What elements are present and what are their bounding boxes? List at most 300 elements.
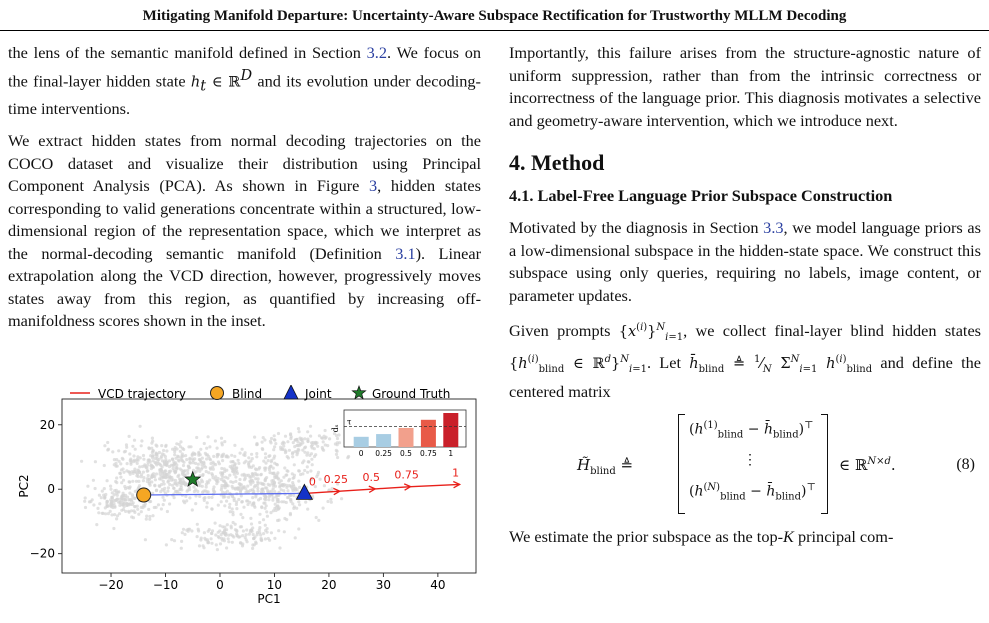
- scatter-point: [231, 495, 234, 498]
- scatter-point: [125, 446, 128, 449]
- scatter-point: [239, 489, 242, 492]
- scatter-point: [306, 451, 309, 454]
- scatter-point: [185, 458, 188, 461]
- scatter-point: [283, 466, 286, 469]
- scatter-point: [231, 511, 234, 514]
- scatter-point: [91, 498, 94, 501]
- scatter-point: [207, 435, 210, 438]
- scatter-point: [263, 502, 266, 505]
- scatter-point: [112, 502, 115, 505]
- scatter-point: [160, 507, 163, 510]
- scatter-point: [203, 531, 206, 534]
- scatter-point: [214, 522, 217, 525]
- scatter-point: [234, 480, 237, 483]
- scatter-point: [201, 485, 204, 488]
- scatter-point: [153, 484, 156, 487]
- scatter-point: [128, 492, 131, 495]
- scatter-point: [142, 458, 145, 461]
- scatter-point: [293, 463, 296, 466]
- scatter-point: [268, 454, 271, 457]
- scatter-point: [174, 471, 177, 474]
- scatter-point: [121, 494, 124, 497]
- scatter-point: [270, 490, 273, 493]
- scatter-point: [162, 449, 165, 452]
- inset-bar: [399, 428, 414, 447]
- scatter-point: [189, 445, 192, 448]
- scatter-point: [252, 475, 255, 478]
- scatter-point: [174, 479, 177, 482]
- scatter-point: [276, 463, 279, 466]
- x-tick-label: 0: [216, 578, 224, 592]
- scatter-point: [251, 488, 254, 491]
- scatter-point: [256, 443, 259, 446]
- scatter-point: [155, 452, 158, 455]
- scatter-point: [201, 457, 204, 460]
- scatter-point: [273, 445, 276, 448]
- scatter-point: [220, 467, 223, 470]
- scatter-point: [236, 472, 239, 475]
- equation-8: [509, 414, 981, 518]
- scatter-point: [207, 530, 210, 533]
- scatter-point: [123, 485, 126, 488]
- scatter-point: [143, 505, 146, 508]
- scatter-point: [165, 543, 168, 546]
- scatter-point: [252, 464, 255, 467]
- equation-lhs: $H̃_{blind}$ ≜: [577, 455, 634, 477]
- scatter-point: [177, 455, 180, 458]
- scatter-point: [198, 495, 201, 498]
- scatter-point: [169, 476, 172, 479]
- scatter-point: [144, 538, 147, 541]
- scatter-point: [101, 490, 104, 493]
- scatter-point: [221, 473, 224, 476]
- scatter-point: [282, 500, 285, 503]
- scatter-point: [155, 445, 158, 448]
- scatter-point: [340, 497, 343, 500]
- math-prompts: $\{x^{(i)}\}^N_{i=1}$: [618, 322, 684, 343]
- pca-figure: [14, 385, 484, 605]
- scatter-point: [83, 500, 86, 503]
- scatter-point: [264, 462, 267, 465]
- scatter-point: [151, 437, 154, 440]
- scatter-point: [269, 441, 272, 444]
- scatter-point: [221, 491, 224, 494]
- scatter-point: [272, 448, 275, 451]
- scatter-point: [270, 437, 273, 440]
- scatter-point: [129, 463, 132, 466]
- scatter-point: [172, 487, 175, 490]
- scatter-point: [181, 531, 184, 534]
- scatter-point: [138, 465, 141, 468]
- equation-number: (8): [956, 455, 975, 473]
- scatter-point: [177, 474, 180, 477]
- scatter-point: [155, 489, 158, 492]
- scatter-point: [313, 441, 316, 444]
- scatter-point: [258, 528, 261, 531]
- scatter-point: [310, 452, 313, 455]
- scatter-point: [273, 490, 276, 493]
- scatter-point: [196, 535, 199, 538]
- x-tick-label: 20: [321, 578, 337, 592]
- scatter-point: [244, 491, 247, 494]
- figure-ref-link[interactable]: 3: [369, 176, 378, 196]
- scatter-point: [266, 515, 269, 518]
- scatter-point: [147, 474, 150, 477]
- scatter-point: [180, 486, 183, 489]
- scatter-point: [273, 481, 276, 484]
- scatter-point: [113, 458, 116, 461]
- scatter-point: [210, 537, 213, 540]
- scatter-point: [337, 433, 340, 436]
- scatter-point: [111, 450, 114, 453]
- scatter-point: [132, 516, 135, 519]
- scatter-point: [126, 496, 129, 499]
- scatter-point: [225, 455, 228, 458]
- inset-x-tick-label: 0.5: [400, 449, 412, 458]
- scatter-point: [317, 519, 320, 522]
- scatter-point: [291, 455, 294, 458]
- scatter-point: [231, 507, 234, 510]
- scatter-point: [251, 526, 254, 529]
- scatter-point: [130, 459, 133, 462]
- scatter-point: [251, 496, 254, 499]
- scatter-point: [210, 532, 213, 535]
- scatter-point: [270, 459, 273, 462]
- section-heading: 4. Method: [509, 150, 605, 175]
- scatter-point: [298, 503, 301, 506]
- scatter-point: [218, 536, 221, 539]
- scatter-point: [203, 442, 206, 445]
- scatter-point: [250, 453, 253, 456]
- scatter-point: [249, 517, 252, 520]
- scatter-point: [254, 484, 257, 487]
- scatter-point: [261, 441, 264, 444]
- scatter-point: [273, 537, 276, 540]
- scatter-point: [326, 444, 329, 447]
- scatter-point: [245, 499, 248, 502]
- vcd-trajectory-segment: [375, 487, 410, 489]
- scatter-point: [205, 447, 208, 450]
- inset-x-tick-label: 0.25: [375, 449, 392, 458]
- right-paragraph-2: Motivated by the diagnosis in Section 3.3, we model language priors as a low-dimensional subspace in the hidden-state space. We construct this subspace using only queries, requiring no labels, image content, or parameter updates.: [509, 218, 981, 305]
- scatter-point: [256, 490, 259, 493]
- scatter-point: [233, 455, 236, 458]
- scatter-point: [329, 498, 332, 501]
- y-tick-label: −20: [29, 546, 55, 561]
- scatter-point: [229, 533, 232, 536]
- scatter-point: [260, 506, 263, 509]
- section-ref-link[interactable]: 3.3: [763, 218, 784, 237]
- scatter-point: [218, 462, 221, 465]
- scatter-point: [202, 473, 205, 476]
- scatter-point: [271, 472, 274, 475]
- scatter-point: [324, 429, 327, 432]
- scatter-point: [163, 482, 166, 485]
- scatter-point: [328, 437, 331, 440]
- scatter-point: [248, 501, 251, 504]
- scatter-point: [277, 432, 280, 435]
- scatter-point: [205, 457, 208, 460]
- scatter-point: [346, 456, 349, 459]
- scatter-point: [98, 502, 101, 505]
- definition-ref-link[interactable]: 3.1: [395, 243, 416, 263]
- scatter-point: [210, 507, 213, 510]
- scatter-point: [270, 531, 273, 534]
- scatter-point: [317, 471, 320, 474]
- scatter-point: [283, 448, 286, 451]
- scatter-point: [316, 445, 319, 448]
- scatter-point: [230, 525, 233, 528]
- scatter-point: [212, 462, 215, 465]
- scatter-point: [227, 537, 230, 540]
- scatter-point: [106, 448, 109, 451]
- scatter-point: [118, 460, 121, 463]
- scatter-point: [227, 496, 230, 499]
- trajectory-step-label: 0.5: [362, 470, 380, 484]
- scatter-point: [149, 500, 152, 503]
- scatter-point: [180, 455, 183, 458]
- scatter-point: [237, 498, 240, 501]
- scatter-point: [336, 443, 339, 446]
- scatter-point: [106, 441, 109, 444]
- scatter-point: [173, 453, 176, 456]
- scatter-point: [261, 483, 264, 486]
- scatter-point: [190, 529, 193, 532]
- scatter-point: [306, 471, 309, 474]
- scatter-point: [277, 529, 280, 532]
- scatter-point: [208, 479, 211, 482]
- scatter-point: [273, 455, 276, 458]
- scatter-point: [212, 455, 215, 458]
- scatter-point: [204, 466, 207, 469]
- scatter-point: [142, 479, 145, 482]
- scatter-point: [115, 476, 118, 479]
- scatter-point: [275, 473, 278, 476]
- scatter-point: [288, 484, 291, 487]
- scatter-point: [216, 548, 219, 551]
- scatter-point: [267, 459, 270, 462]
- scatter-point: [276, 519, 279, 522]
- scatter-point: [148, 515, 151, 518]
- scatter-point: [271, 499, 274, 502]
- inset-x-tick-label: 0.75: [420, 449, 437, 458]
- scatter-point: [136, 462, 139, 465]
- scatter-point: [112, 527, 115, 530]
- scatter-point: [140, 510, 143, 513]
- scatter-point: [273, 476, 276, 479]
- scatter-point: [273, 434, 276, 437]
- matrix-row-n: ($h^{(N)}_{blind}$ − $h̄_{blind})^⊤$: [689, 481, 816, 503]
- scatter-point: [161, 452, 164, 455]
- scatter-point: [309, 469, 312, 472]
- scatter-point: [183, 533, 186, 536]
- scatter-point: [288, 449, 291, 452]
- scatter-point: [304, 446, 307, 449]
- inset-bar: [376, 434, 391, 447]
- scatter-point: [221, 525, 224, 528]
- scatter-point: [194, 488, 197, 491]
- scatter-point: [248, 466, 251, 469]
- scatter-point: [216, 447, 219, 450]
- scatter-point: [142, 476, 145, 479]
- inset-tau-label: τ: [347, 417, 352, 427]
- x-tick-label: −20: [98, 578, 124, 592]
- scatter-point: [322, 440, 325, 443]
- inset-y-label: dₛ: [331, 424, 340, 433]
- scatter-point: [236, 534, 239, 537]
- scatter-point: [111, 497, 114, 500]
- scatter-point: [306, 430, 309, 433]
- section-ref-link[interactable]: 3.2: [366, 43, 388, 62]
- y-tick-label: 0: [47, 482, 55, 497]
- scatter-point: [319, 478, 322, 481]
- scatter-point: [168, 470, 171, 473]
- scatter-point: [157, 503, 160, 506]
- scatter-point: [266, 531, 269, 534]
- scatter-point: [236, 486, 239, 489]
- scatter-point: [264, 456, 267, 459]
- scatter-point: [164, 476, 167, 479]
- inset-x-tick-label: 0: [358, 449, 364, 458]
- scatter-point: [132, 501, 135, 504]
- scatter-point: [195, 436, 198, 439]
- scatter-point: [128, 487, 131, 490]
- scatter-point: [128, 452, 131, 455]
- scatter-point: [250, 522, 253, 525]
- scatter-point: [239, 513, 242, 516]
- scatter-point: [121, 467, 124, 470]
- scatter-point: [106, 479, 109, 482]
- scatter-point: [264, 524, 267, 527]
- x-tick-label: 40: [430, 578, 446, 592]
- scatter-point: [167, 486, 170, 489]
- scatter-point: [286, 470, 289, 473]
- scatter-point: [163, 461, 166, 464]
- scatter-point: [202, 497, 205, 500]
- scatter-point: [237, 462, 240, 465]
- scatter-point: [264, 452, 267, 455]
- x-axis-label: PC1: [257, 592, 281, 605]
- scatter-point: [241, 516, 244, 519]
- vcd-trajectory-segment: [340, 489, 375, 491]
- legend-ground-truth-label: Ground Truth: [372, 387, 451, 401]
- scatter-point: [166, 510, 169, 513]
- blind-marker: [137, 488, 151, 502]
- scatter-point: [215, 479, 218, 482]
- scatter-point: [285, 473, 288, 476]
- scatter-point: [303, 437, 306, 440]
- scatter-point: [212, 490, 215, 493]
- scatter-point: [155, 472, 158, 475]
- scatter-point: [94, 460, 97, 463]
- scatter-point: [293, 505, 296, 508]
- scatter-point: [188, 461, 191, 464]
- scatter-point: [255, 468, 258, 471]
- scatter-point: [151, 456, 154, 459]
- scatter-point: [124, 510, 127, 513]
- scatter-point: [121, 458, 124, 461]
- scatter-point: [210, 496, 213, 499]
- scatter-point: [205, 483, 208, 486]
- scatter-point: [200, 537, 203, 540]
- scatter-point: [255, 452, 258, 455]
- scatter-point: [117, 501, 120, 504]
- scatter-point: [336, 456, 339, 459]
- scatter-point: [170, 479, 173, 482]
- scatter-point: [96, 507, 99, 510]
- scatter-point: [214, 533, 217, 536]
- scatter-point: [289, 498, 292, 501]
- scatter-point: [325, 436, 328, 439]
- legend-blind-label: Blind: [232, 387, 263, 401]
- scatter-point: [220, 533, 223, 536]
- scatter-point: [289, 433, 292, 436]
- scatter-point: [247, 474, 250, 477]
- scatter-point: [258, 513, 261, 516]
- scatter-point: [297, 500, 300, 503]
- scatter-point: [182, 464, 185, 467]
- scatter-point: [322, 449, 325, 452]
- vcd-trajectory-segment: [304, 491, 339, 493]
- scatter-point: [267, 498, 270, 501]
- scatter-point: [208, 445, 211, 448]
- scatter-point: [260, 538, 263, 541]
- scatter-point: [125, 502, 128, 505]
- scatter-point: [301, 472, 304, 475]
- y-tick-label: 20: [39, 417, 55, 432]
- scatter-point: [168, 502, 171, 505]
- scatter-point: [293, 487, 296, 490]
- scatter-point: [180, 547, 183, 550]
- scatter-point: [209, 458, 212, 461]
- scatter-point: [246, 485, 249, 488]
- scatter-point: [154, 462, 157, 465]
- scatter-point: [133, 439, 136, 442]
- scatter-point: [145, 467, 148, 470]
- scatter-point: [240, 525, 243, 528]
- scatter-point: [297, 449, 300, 452]
- left-paragraph-2: We extract hidden states from normal decoding trajectories on the COCO dataset and visualize their distribution using Principal Component Analysis (PCA). As shown in Figure 3, hidden states corresponding to valid generations concentrate within a structured, low-dimensional region of the representation space, which we interpret as the normal-decoding semantic manifold (Definition 3.1). Linear extrapolation along the VCD direction, however, progressively moves states away from this region, as quantified by increasing off-manifoldness scores shown in the inset.: [8, 131, 482, 331]
- scatter-point: [123, 505, 126, 508]
- scatter-point: [140, 439, 143, 442]
- scatter-point: [136, 508, 139, 511]
- pca-chart: [14, 385, 484, 605]
- scatter-point: [107, 512, 110, 515]
- scatter-point: [297, 527, 300, 530]
- scatter-point: [229, 480, 232, 483]
- scatter-point: [225, 469, 228, 472]
- scatter-point: [158, 451, 161, 454]
- scatter-point: [298, 486, 301, 489]
- scatter-point: [173, 496, 176, 499]
- scatter-point: [128, 511, 131, 514]
- scatter-point: [298, 430, 301, 433]
- scatter-point: [198, 470, 201, 473]
- scatter-point: [126, 462, 129, 465]
- scatter-point: [197, 463, 200, 466]
- scatter-point: [178, 477, 181, 480]
- scatter-point: [161, 496, 164, 499]
- scatter-point: [241, 487, 244, 490]
- scatter-point: [297, 427, 300, 430]
- scatter-point: [128, 480, 131, 483]
- scatter-point: [230, 454, 233, 457]
- legend-vcd-label: VCD trajectory: [98, 387, 187, 401]
- scatter-point: [217, 504, 220, 507]
- scatter-point: [251, 457, 254, 460]
- scatter-point: [256, 482, 259, 485]
- scatter-point: [251, 503, 254, 506]
